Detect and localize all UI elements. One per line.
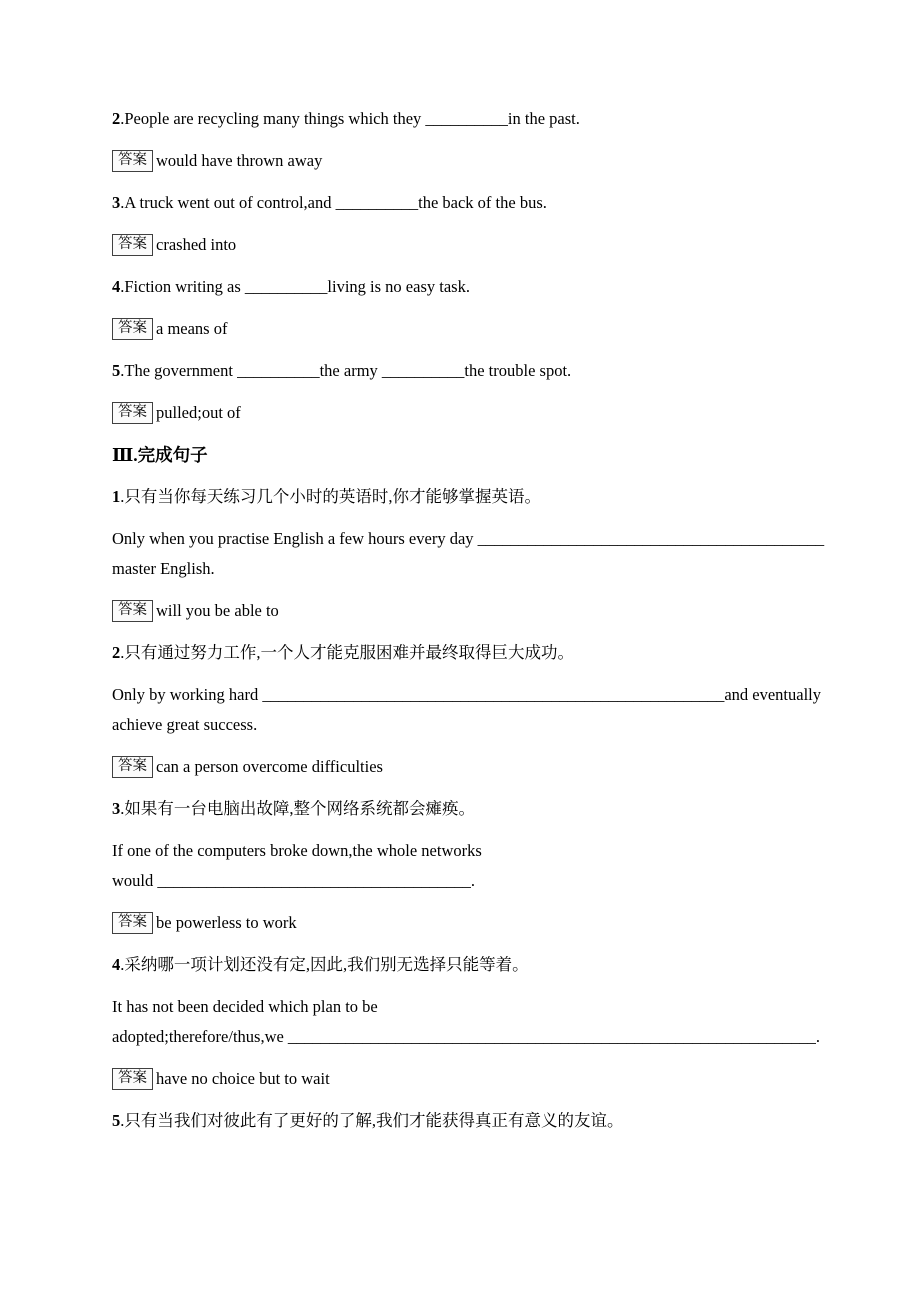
- line-text: .只有当我们对彼此有了更好的了解,我们才能获得真正有意义的友谊。: [120, 1111, 624, 1130]
- answer-label-box: 答案: [112, 150, 153, 172]
- line-text: adopted;therefore/thus,we ________________________________________________________________.: [112, 1027, 821, 1046]
- question-line: [112, 954, 820, 976]
- sentence-line: [112, 840, 820, 862]
- line-text: Only by working hard ________________________________________________________and eventually: [112, 685, 821, 704]
- answer-text: be powerless to work: [156, 913, 297, 932]
- item-number: 2: [112, 109, 121, 128]
- answer-line: [112, 1068, 820, 1090]
- answer-label-box: 答案: [112, 600, 153, 622]
- answer-line: [112, 402, 820, 424]
- answer-text: have no choice but to wait: [156, 1069, 330, 1088]
- answer-label-box: 答案: [112, 912, 153, 934]
- answer-label-box: 答案: [112, 402, 153, 424]
- line-text: .Fiction writing as __________living is no easy task.: [120, 277, 470, 296]
- answer-label-box: 答案: [112, 318, 153, 340]
- answer-label-box: 答案: [112, 756, 153, 778]
- question-line: [112, 798, 820, 820]
- item-number: 4: [112, 955, 121, 974]
- answer-line: [112, 234, 820, 256]
- answer-text: will you be able to: [156, 601, 279, 620]
- line-text: .如果有一台电脑出故障,整个网络系统都会瘫痪。: [120, 799, 475, 818]
- question-line: [112, 276, 820, 298]
- line-text: would ______________________________________.: [112, 871, 475, 890]
- item-number: 1: [112, 487, 121, 506]
- line-text: .A truck went out of control,and __________the back of the bus.: [120, 193, 547, 212]
- line-text: master English.: [112, 559, 215, 578]
- line-text: If one of the computers broke down,the whole networks: [112, 841, 482, 860]
- answer-text: would have thrown away: [156, 151, 323, 170]
- item-number: 4: [112, 277, 121, 296]
- question-line: [112, 360, 820, 382]
- section-heading: [112, 444, 820, 466]
- item-number: 3: [112, 799, 121, 818]
- sentence-line: [112, 870, 820, 892]
- answer-line: [112, 756, 820, 778]
- item-number: 5: [112, 1111, 121, 1130]
- question-line: [112, 192, 820, 214]
- question-line: [112, 486, 820, 508]
- sentence-line: [112, 528, 825, 550]
- sentence-line: [112, 1026, 820, 1048]
- line-text: .The government __________the army __________the trouble spot.: [120, 361, 572, 380]
- question-line: [112, 642, 820, 664]
- answer-line: [112, 150, 820, 172]
- answer-label-box: 答案: [112, 234, 153, 256]
- line-text: Ⅲ.完成句子: [112, 445, 208, 465]
- answer-text: a means of: [156, 319, 228, 338]
- item-number: 3: [112, 193, 121, 212]
- answer-text: can a person overcome difficulties: [156, 757, 383, 776]
- sentence-line: [112, 684, 820, 706]
- item-number: 2: [112, 643, 121, 662]
- line-text: Only when you practise English a few hours every day __________________________________________: [112, 529, 825, 548]
- line-text: achieve great success.: [112, 715, 258, 734]
- answer-line: [112, 318, 820, 340]
- line-text: .People are recycling many things which they __________in the past.: [120, 109, 580, 128]
- line-text: .采纳哪一项计划还没有定,因此,我们别无选择只能等着。: [120, 955, 529, 974]
- line-text: .只有当你每天练习几个小时的英语时,你才能够掌握英语。: [120, 487, 541, 506]
- answer-line: [112, 912, 820, 934]
- answer-text: crashed into: [156, 235, 237, 254]
- sentence-line: [112, 558, 820, 580]
- item-number: 5: [112, 361, 121, 380]
- document-content: [112, 108, 825, 1132]
- question-line: [112, 1110, 820, 1132]
- line-text: .只有通过努力工作,一个人才能克服困难并最终取得巨大成功。: [120, 643, 574, 662]
- answer-line: [112, 600, 820, 622]
- answer-label-box: 答案: [112, 1068, 153, 1090]
- question-line: [112, 108, 820, 130]
- sentence-line: [112, 996, 820, 1018]
- line-text: It has not been decided which plan to be: [112, 997, 378, 1016]
- answer-text: pulled;out of: [156, 403, 241, 422]
- sentence-line: [112, 714, 820, 736]
